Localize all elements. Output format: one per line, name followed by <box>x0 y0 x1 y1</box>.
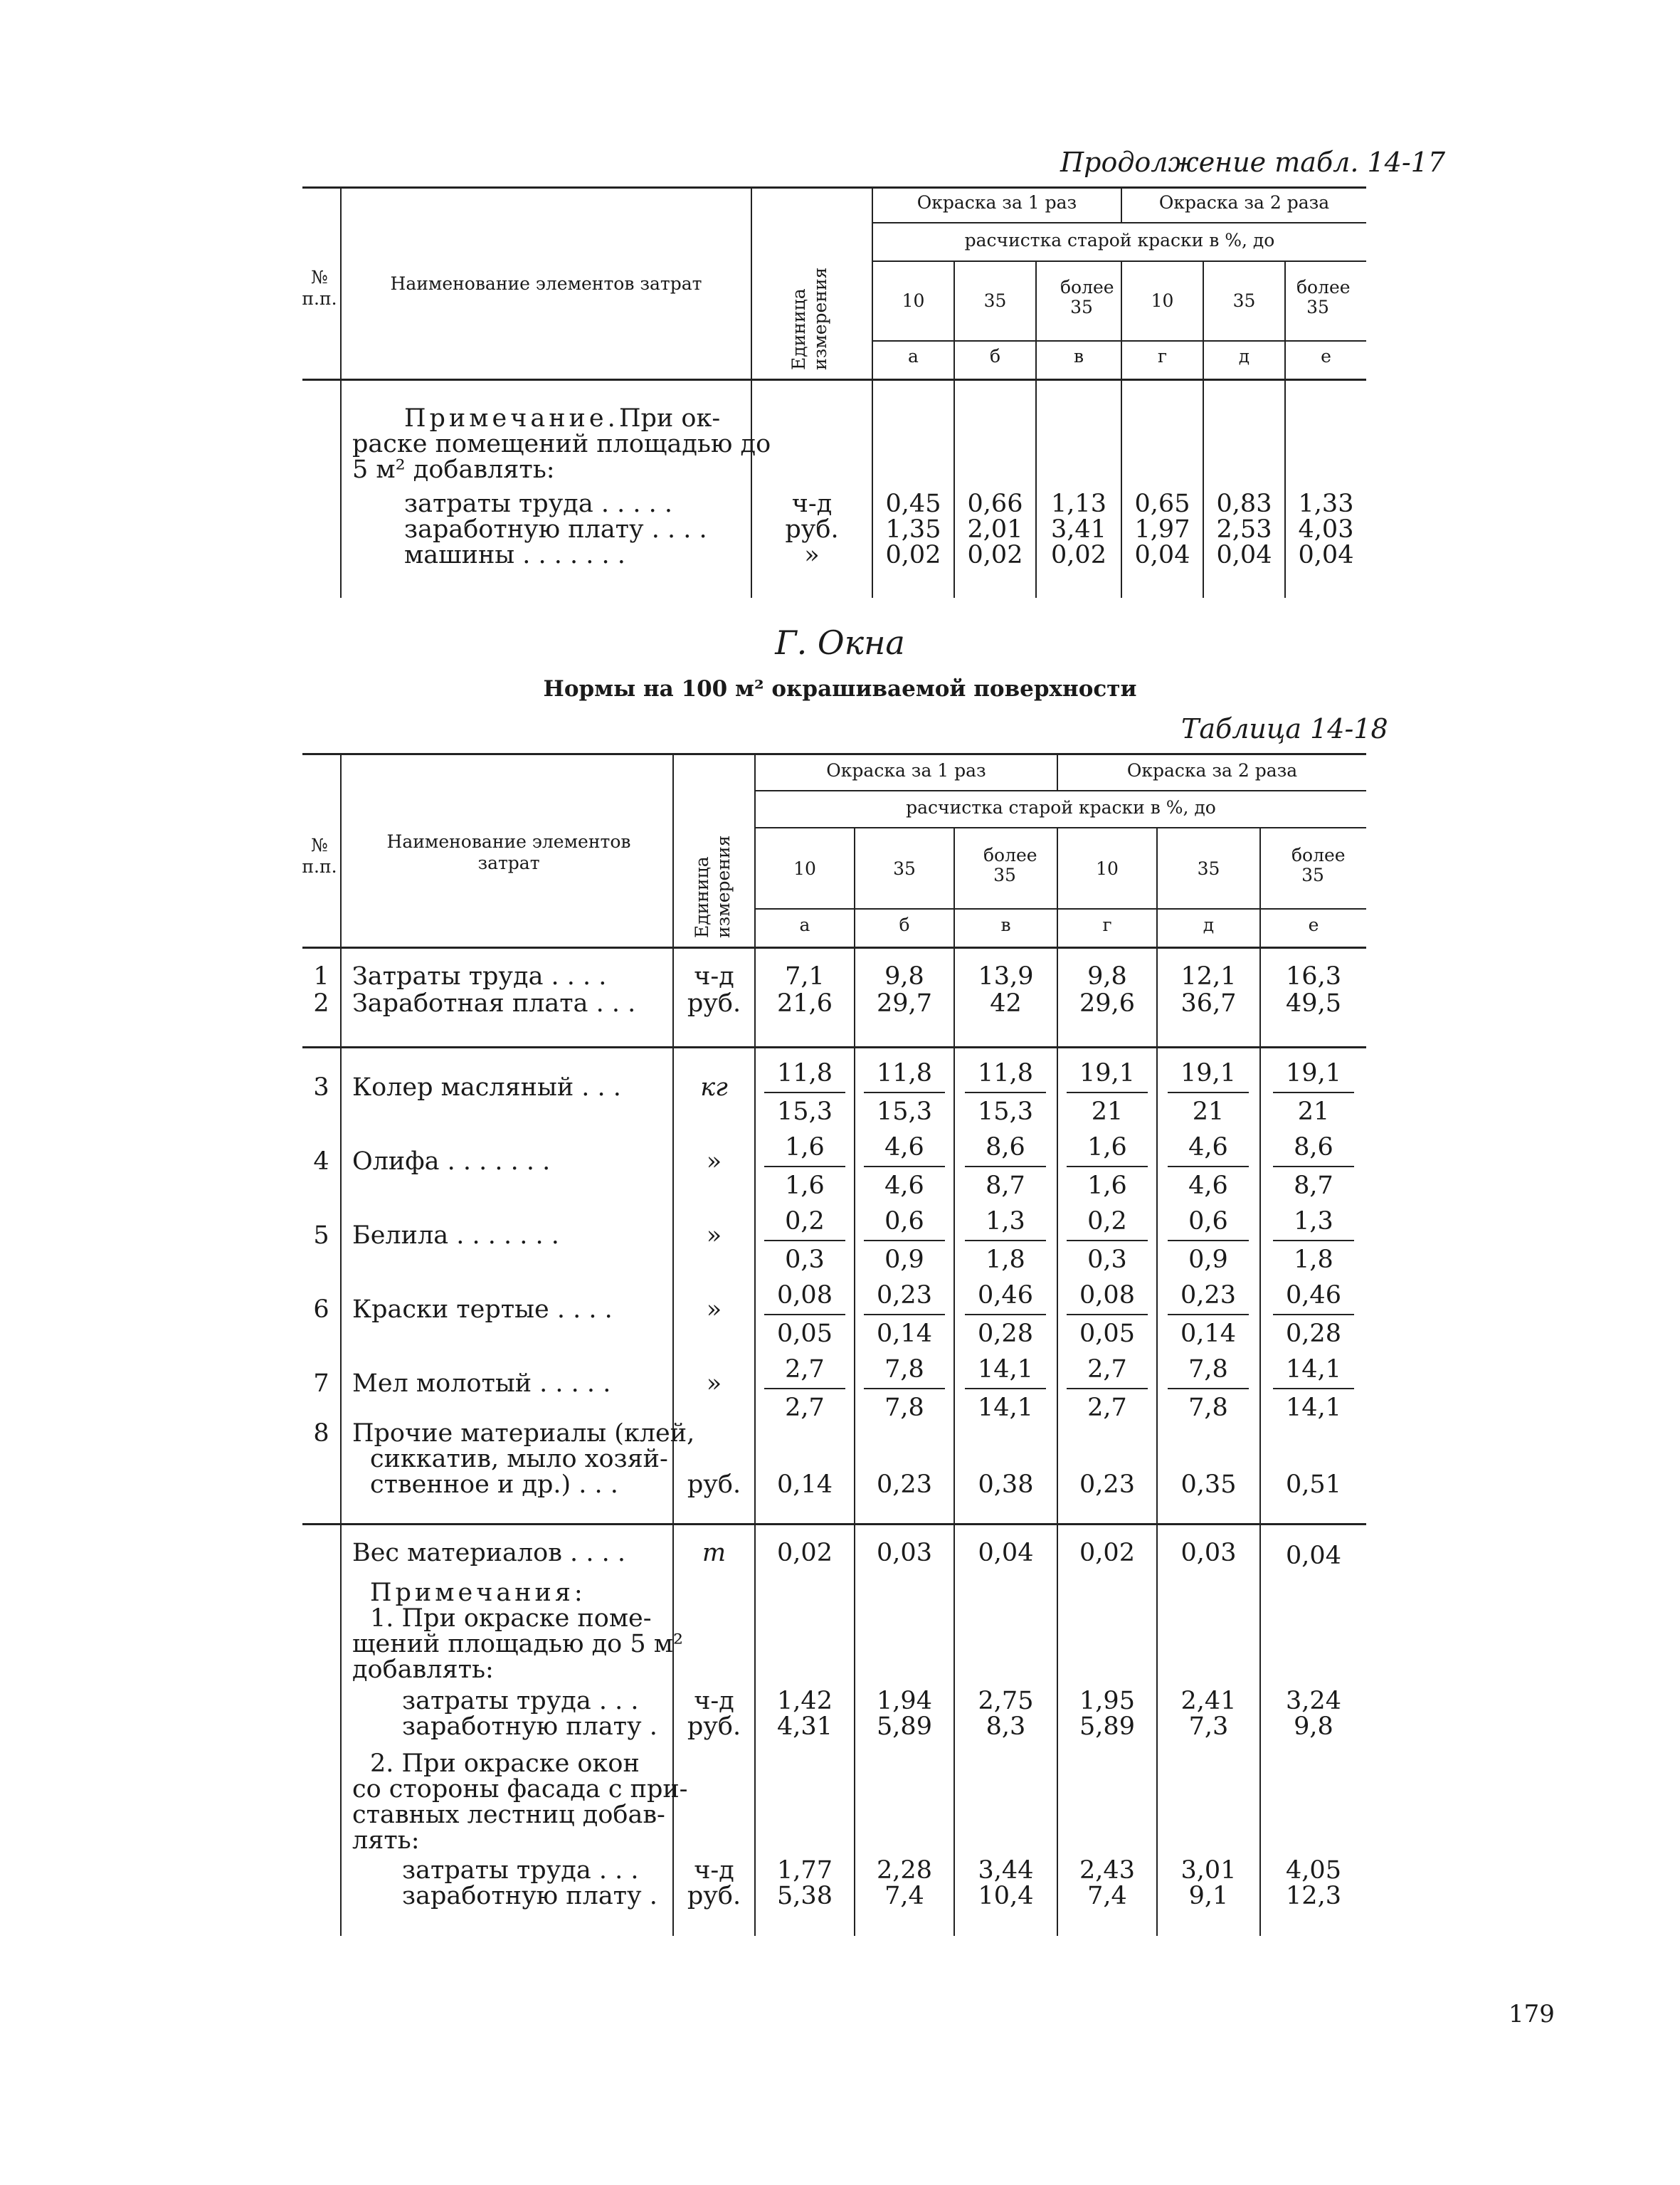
fraction-bottom: 1,8 <box>986 1246 1025 1274</box>
row-number: 4 <box>313 1147 329 1176</box>
paint-twice-header: Окраска за 2 раза <box>1126 760 1298 781</box>
table-14-17-caption: Продолжение табл. 14-17 <box>1060 147 1446 178</box>
fraction-cell <box>864 1207 945 1274</box>
fraction-cell <box>864 1355 945 1422</box>
section-subtitle: Нормы на 100 м² окрашиваемой поверхности <box>543 676 1137 702</box>
fraction-top: 2,7 <box>764 1355 845 1389</box>
row-name: Белила . . . . . . . <box>352 1221 559 1250</box>
row-unit: руб. <box>785 515 839 544</box>
fraction-bottom: 15,3 <box>978 1097 1033 1126</box>
fraction-bottom: 21 <box>1297 1097 1330 1126</box>
cell: 0,65 <box>1134 490 1190 518</box>
cell: 12,1 <box>1180 962 1237 991</box>
cell: 29,6 <box>1079 989 1135 1018</box>
fraction-top: 7,8 <box>864 1355 945 1389</box>
cell: 3,41 <box>1051 515 1106 544</box>
row-unit: » <box>706 1295 722 1324</box>
fraction-cell <box>1067 1355 1148 1422</box>
cell: 0,51 <box>1286 1470 1341 1499</box>
row-number: 5 <box>313 1221 329 1250</box>
cell: 21,6 <box>777 989 833 1018</box>
cell: 0,04 <box>1298 541 1354 569</box>
paint-removal-header: расчистка старой краски в %, до <box>906 797 1216 818</box>
col-a-letter: а <box>799 915 810 935</box>
page-number: 179 <box>1509 2000 1555 2028</box>
paint-once-header: Окраска за 1 раз <box>916 192 1077 213</box>
cell: 0,02 <box>967 541 1023 569</box>
col-g-pct: 10 <box>1096 858 1119 879</box>
row-number: 1 <box>313 962 329 991</box>
fraction-top: 11,8 <box>764 1059 845 1093</box>
row-unit: руб. <box>687 1712 741 1741</box>
cell: 2,43 <box>1079 1856 1135 1885</box>
fraction-bottom: 21 <box>1192 1097 1225 1126</box>
fraction-cell <box>965 1281 1046 1348</box>
fraction-top: 0,08 <box>764 1281 845 1315</box>
col-e-pct: более 35 <box>1296 277 1351 317</box>
cell: 5,89 <box>877 1712 932 1741</box>
cell: 5,38 <box>777 1882 833 1910</box>
note-line: добавлять: <box>352 1655 494 1684</box>
fraction-bottom: 15,3 <box>877 1097 932 1126</box>
fraction-bottom: 1,6 <box>785 1172 825 1200</box>
row-unit: » <box>706 1369 722 1398</box>
cell: 0,23 <box>1079 1470 1135 1499</box>
column-name-header: Наименование элементов затрат <box>390 273 702 294</box>
cell: 4,31 <box>777 1712 833 1741</box>
cell: 2,41 <box>1180 1687 1237 1715</box>
cell: 42 <box>990 989 1022 1018</box>
fraction-cell <box>764 1059 845 1126</box>
fraction-bottom: 14,1 <box>1286 1394 1341 1422</box>
fraction-bottom: 2,7 <box>1087 1394 1127 1422</box>
fraction-bottom: 1,8 <box>1294 1246 1333 1274</box>
col-v-letter: в <box>1073 346 1084 367</box>
fraction-cell <box>764 1133 845 1200</box>
paint-twice-header: Окраска за 2 раза <box>1158 192 1330 213</box>
fraction-top: 0,23 <box>1168 1281 1249 1315</box>
cell: 7,3 <box>1188 1712 1229 1741</box>
row-name: заработную плату . <box>402 1882 657 1910</box>
fraction-bottom: 0,05 <box>1079 1320 1135 1348</box>
fraction-cell <box>1067 1059 1148 1126</box>
fraction-top: 1,3 <box>1273 1207 1354 1241</box>
cell: 3,24 <box>1286 1687 1341 1715</box>
row-unit: ч-д <box>694 1687 734 1715</box>
cell: 0,35 <box>1180 1470 1237 1499</box>
note-line: При ок- <box>619 404 721 433</box>
fraction-cell <box>965 1207 1046 1274</box>
fraction-top: 14,1 <box>965 1355 1046 1389</box>
col-d-letter: д <box>1203 915 1215 935</box>
row-name: заработную плату . . . . <box>404 515 707 544</box>
col-d-letter: д <box>1238 346 1250 367</box>
fraction-bottom: 0,3 <box>785 1246 825 1274</box>
row-name: заработную плату . <box>402 1712 657 1741</box>
col-v-pct: более 35 <box>1060 277 1114 317</box>
fraction-cell <box>864 1059 945 1126</box>
fraction-cell <box>1168 1059 1249 1126</box>
cell: 1,13 <box>1051 490 1106 518</box>
fraction-bottom: 4,6 <box>884 1172 924 1200</box>
fraction-top: 0,46 <box>1273 1281 1354 1315</box>
fraction-cell <box>1168 1355 1249 1422</box>
fraction-top: 8,6 <box>965 1133 1046 1167</box>
cell: 9,8 <box>884 962 924 991</box>
cell: 0,66 <box>967 490 1023 518</box>
fraction-top: 8,6 <box>1273 1133 1354 1167</box>
note-label: Примечание. <box>404 404 619 433</box>
cell: 1,33 <box>1298 490 1354 518</box>
row-name: Вес материалов . . . . <box>352 1539 625 1567</box>
cell: 12,3 <box>1286 1882 1341 1910</box>
row-name: машины . . . . . . . <box>404 541 625 569</box>
cell: 0,03 <box>1180 1539 1237 1567</box>
row-unit: руб. <box>687 1470 741 1499</box>
cell: 49,5 <box>1286 989 1341 1018</box>
fraction-bottom: 8,7 <box>986 1172 1025 1200</box>
fraction-top: 0,46 <box>965 1281 1046 1315</box>
fraction-top: 1,6 <box>764 1133 845 1167</box>
cell: 9,1 <box>1188 1882 1229 1910</box>
note-line: 2. При окраске окон <box>370 1749 640 1778</box>
fraction-cell <box>1168 1281 1249 1348</box>
fraction-top: 0,2 <box>764 1207 845 1241</box>
cell: 9,8 <box>1294 1712 1333 1741</box>
row-name-line: ственное и др.) . . . <box>370 1470 618 1499</box>
row-number: 8 <box>313 1419 329 1448</box>
row-name: Затраты труда . . . . <box>352 962 607 991</box>
col-a-letter: а <box>908 346 919 367</box>
fraction-top: 0,6 <box>864 1207 945 1241</box>
cell: 0,02 <box>1079 1539 1135 1567</box>
col-v-letter: в <box>1000 915 1011 935</box>
cell: 3,01 <box>1180 1856 1237 1885</box>
cell: 0,02 <box>885 541 941 569</box>
cell: 0,04 <box>1286 1542 1341 1570</box>
fraction-cell <box>1168 1207 1249 1274</box>
paint-removal-header: расчистка старой краски в %, до <box>964 230 1275 251</box>
fraction-bottom: 7,8 <box>884 1394 924 1422</box>
row-number: 3 <box>313 1073 329 1102</box>
cell: 1,35 <box>885 515 941 544</box>
row-number: 2 <box>313 989 329 1018</box>
cell: 2,75 <box>978 1687 1034 1715</box>
fraction-top: 0,2 <box>1067 1207 1148 1241</box>
cell: 0,14 <box>777 1470 833 1499</box>
fraction-bottom: 0,28 <box>978 1320 1033 1348</box>
cell: 0,02 <box>777 1539 833 1567</box>
cell: 0,38 <box>978 1470 1034 1499</box>
fraction-top: 1,6 <box>1067 1133 1148 1167</box>
fraction-top: 0,08 <box>1067 1281 1148 1315</box>
note-line: 1. При окраске поме- <box>370 1604 652 1633</box>
cell: 9,8 <box>1087 962 1127 991</box>
note-line: ставных лестниц добав- <box>352 1801 665 1829</box>
col-a-pct: 10 <box>793 858 816 879</box>
cell: 7,4 <box>884 1882 924 1910</box>
row-unit: ч-д <box>694 1856 734 1885</box>
col-b-pct: 35 <box>893 858 916 879</box>
row-name: Мел молотый . . . . . <box>352 1369 611 1398</box>
col-d-pct: 35 <box>1232 290 1256 311</box>
fraction-bottom: 1,6 <box>1087 1172 1127 1200</box>
fraction-top: 14,1 <box>1273 1355 1354 1389</box>
row-unit: руб. <box>687 1882 741 1910</box>
col-a-pct: 10 <box>902 290 925 311</box>
fraction-top: 0,6 <box>1168 1207 1249 1241</box>
fraction-bottom: 21 <box>1091 1097 1124 1126</box>
fraction-cell <box>965 1133 1046 1200</box>
col-e-letter: е <box>1308 915 1319 935</box>
row-number: 7 <box>313 1369 329 1398</box>
fraction-cell <box>1067 1207 1148 1274</box>
fraction-cell <box>764 1355 845 1422</box>
column-unit-header: Единица измерения <box>788 267 830 370</box>
section-title: Г. Окна <box>775 623 905 662</box>
note-line: 5 м² добавлять: <box>352 456 555 484</box>
cell: 0,23 <box>877 1470 932 1499</box>
row-name: Олифа . . . . . . . <box>352 1147 551 1176</box>
fraction-cell <box>1273 1059 1354 1126</box>
cell: 0,04 <box>978 1539 1034 1567</box>
cell: 7,1 <box>785 962 825 991</box>
fraction-top: 4,6 <box>1168 1133 1249 1167</box>
paint-once-header: Окраска за 1 раз <box>826 760 986 781</box>
row-number: 6 <box>313 1295 329 1324</box>
col-g-pct: 10 <box>1151 290 1174 311</box>
fraction-top: 11,8 <box>965 1059 1046 1093</box>
col-v-pct: более 35 <box>983 845 1037 885</box>
row-unit: ч-д <box>694 962 734 991</box>
fraction-cell <box>864 1133 945 1200</box>
cell: 0,83 <box>1216 490 1272 518</box>
cell: 5,89 <box>1079 1712 1135 1741</box>
fraction-bottom: 7,8 <box>1188 1394 1228 1422</box>
row-name: Заработная плата . . . <box>352 989 636 1018</box>
cell: 1,95 <box>1079 1687 1135 1715</box>
note-line: щений площадью до 5 м² <box>352 1630 683 1658</box>
cell: 0,03 <box>877 1539 932 1567</box>
fraction-top: 4,6 <box>864 1133 945 1167</box>
cell: 0,02 <box>1051 541 1106 569</box>
note-line: раске помещений площадью до <box>352 430 771 458</box>
fraction-bottom: 0,3 <box>1087 1246 1127 1274</box>
fraction-top: 2,7 <box>1067 1355 1148 1389</box>
row-unit: ч-д <box>791 490 833 518</box>
row-name: затраты труда . . . <box>402 1856 639 1885</box>
fraction-bottom: 2,7 <box>785 1394 825 1422</box>
col-e-letter: е <box>1321 346 1331 367</box>
fraction-cell <box>1067 1281 1148 1348</box>
note-line: со стороны фасада с при- <box>352 1775 688 1804</box>
cell: 0,04 <box>1216 541 1272 569</box>
row-unit: руб. <box>687 989 741 1018</box>
fraction-cell <box>1168 1133 1249 1200</box>
fraction-cell <box>764 1281 845 1348</box>
fraction-cell <box>965 1059 1046 1126</box>
fraction-cell <box>1273 1281 1354 1348</box>
fraction-bottom: 0,28 <box>1286 1320 1341 1348</box>
row-name: затраты труда . . . . . <box>404 490 672 518</box>
fraction-bottom: 0,9 <box>1188 1246 1228 1274</box>
col-g-letter: г <box>1102 915 1112 935</box>
fraction-cell <box>864 1281 945 1348</box>
col-g-letter: г <box>1157 346 1168 367</box>
row-name: Краски тертые . . . . <box>352 1295 613 1324</box>
cell: 36,7 <box>1180 989 1237 1018</box>
row-name: затраты труда . . . <box>402 1687 639 1715</box>
fraction-cell <box>764 1207 845 1274</box>
cell: 0,45 <box>885 490 941 518</box>
row-unit: т <box>702 1539 727 1567</box>
column-unit-header: Единица измерения <box>692 835 734 938</box>
fraction-top: 19,1 <box>1067 1059 1148 1093</box>
cell: 4,05 <box>1286 1856 1341 1885</box>
fraction-top: 7,8 <box>1168 1355 1249 1389</box>
fraction-cell <box>965 1355 1046 1422</box>
fraction-bottom: 15,3 <box>777 1097 833 1126</box>
cell: 2,53 <box>1216 515 1272 544</box>
fraction-bottom: 0,9 <box>884 1246 924 1274</box>
col-d-pct: 35 <box>1197 858 1220 879</box>
cell: 0,04 <box>1134 541 1190 569</box>
fraction-top: 19,1 <box>1168 1059 1249 1093</box>
fraction-bottom: 14,1 <box>978 1394 1033 1422</box>
row-name-line: сиккатив, мыло хозяй- <box>370 1445 668 1473</box>
cell: 16,3 <box>1286 962 1341 991</box>
cell: 7,4 <box>1087 1882 1127 1910</box>
cell: 1,94 <box>877 1687 932 1715</box>
fraction-bottom: 4,6 <box>1188 1172 1228 1200</box>
row-unit: » <box>804 541 820 569</box>
fraction-bottom: 0,14 <box>1180 1320 1236 1348</box>
cell: 13,9 <box>978 962 1034 991</box>
fraction-bottom: 0,14 <box>877 1320 932 1348</box>
fraction-cell <box>1273 1355 1354 1422</box>
fraction-top: 11,8 <box>864 1059 945 1093</box>
col-b-pct: 35 <box>983 290 1007 311</box>
fraction-top: 1,3 <box>965 1207 1046 1241</box>
cell: 1,42 <box>777 1687 833 1715</box>
col-b-letter: б <box>899 915 910 935</box>
column-number-header: № п.п. <box>302 267 337 309</box>
cell: 29,7 <box>877 989 932 1018</box>
cell: 1,97 <box>1134 515 1190 544</box>
fraction-bottom: 0,05 <box>777 1320 833 1348</box>
row-unit: кг <box>700 1073 728 1102</box>
cell: 2,28 <box>877 1856 932 1885</box>
table-14-18-caption: Таблица 14-18 <box>1181 713 1388 744</box>
fraction-top: 19,1 <box>1273 1059 1354 1093</box>
note-line: лять: <box>352 1826 420 1855</box>
cell: 2,01 <box>967 515 1023 544</box>
cell: 3,44 <box>978 1856 1034 1885</box>
cell: 10,4 <box>978 1882 1034 1910</box>
notes-label: Примечания: <box>370 1579 586 1607</box>
fraction-cell <box>1273 1133 1354 1200</box>
row-name-line: Прочие материалы (клей, <box>352 1419 695 1448</box>
cell: 8,3 <box>986 1712 1026 1741</box>
column-number-header: № п.п. <box>302 835 337 877</box>
fraction-cell <box>1067 1133 1148 1200</box>
cell: 4,03 <box>1298 515 1354 544</box>
fraction-cell <box>1273 1207 1354 1274</box>
row-name: Колер масляный . . . <box>352 1073 621 1102</box>
row-unit: » <box>706 1221 722 1250</box>
col-e-pct: более 35 <box>1291 845 1346 885</box>
col-b-letter: б <box>989 346 1001 367</box>
cell: 1,77 <box>777 1856 833 1885</box>
fraction-bottom: 8,7 <box>1294 1172 1333 1200</box>
fraction-top: 0,23 <box>864 1281 945 1315</box>
column-name-header: Наименование элементов затрат <box>386 831 631 873</box>
row-unit: » <box>706 1147 722 1176</box>
